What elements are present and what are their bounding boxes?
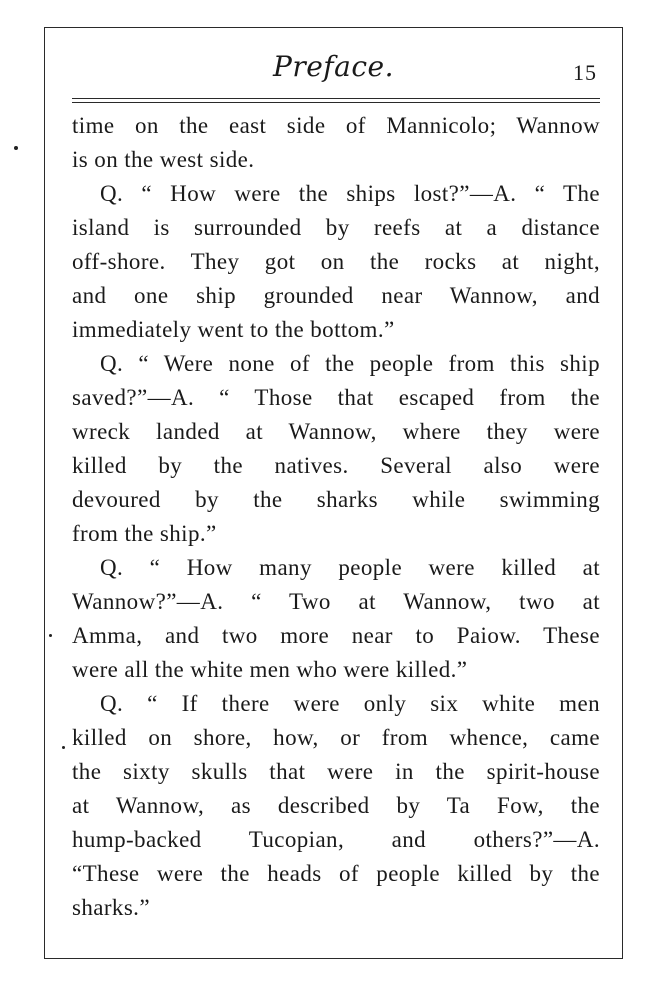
body-text <box>72 109 600 925</box>
text-line: from the ship.” <box>72 521 217 546</box>
text-line: island is surrounded by reefs at a distance <box>72 215 600 240</box>
page-number: 15 <box>573 60 597 85</box>
text-line: Q. “ How were the ships lost?”—A. “ The <box>100 181 600 206</box>
text-line: Q. “ Were none of the people from this ship <box>100 351 600 376</box>
text-line: time on the east side of Mannicolo; Wannow <box>72 113 600 138</box>
text-line: immediately went to the bottom.” <box>72 317 395 342</box>
text-line: were all the white men who were killed.” <box>72 657 468 682</box>
scan-speck <box>14 146 18 150</box>
header-rule-secondary <box>72 102 600 103</box>
header-rule <box>72 98 600 99</box>
running-head: Preface. <box>272 50 394 83</box>
text-line: the sixty skulls that were in the spirit-house <box>72 759 600 784</box>
text-line: killed by the natives. Several also were <box>72 453 600 478</box>
text-line: at Wannow, as described by Ta Fow, the <box>72 793 600 818</box>
text-line: Amma, and two more near to Paiow. These <box>72 623 600 648</box>
text-line: off-shore. They got on the rocks at night, <box>72 249 600 274</box>
text-line: “These were the heads of people killed by the <box>72 861 600 886</box>
text-line: killed on shore, how, or from whence, came <box>72 725 600 750</box>
text-line: Q. “ If there were only six white men <box>100 691 600 716</box>
text-line: and one ship grounded near Wannow, and <box>72 283 600 308</box>
text-line: is on the west side. <box>72 147 255 172</box>
text-line: Q. “ How many people were killed at <box>100 555 600 580</box>
text-line: hump-backed Tucopian, and others?”—A. <box>72 827 600 852</box>
scan-speck <box>62 746 65 749</box>
text-line: sharks.” <box>72 895 150 920</box>
text-line: devoured by the sharks while swimming <box>72 487 600 512</box>
page-header <box>44 50 623 90</box>
text-line: Wannow?”—A. “ Two at Wannow, two at <box>72 589 600 614</box>
text-line: saved?”—A. “ Those that escaped from the <box>72 385 600 410</box>
text-line: wreck landed at Wannow, where they were <box>72 419 600 444</box>
scan-speck <box>49 634 52 637</box>
